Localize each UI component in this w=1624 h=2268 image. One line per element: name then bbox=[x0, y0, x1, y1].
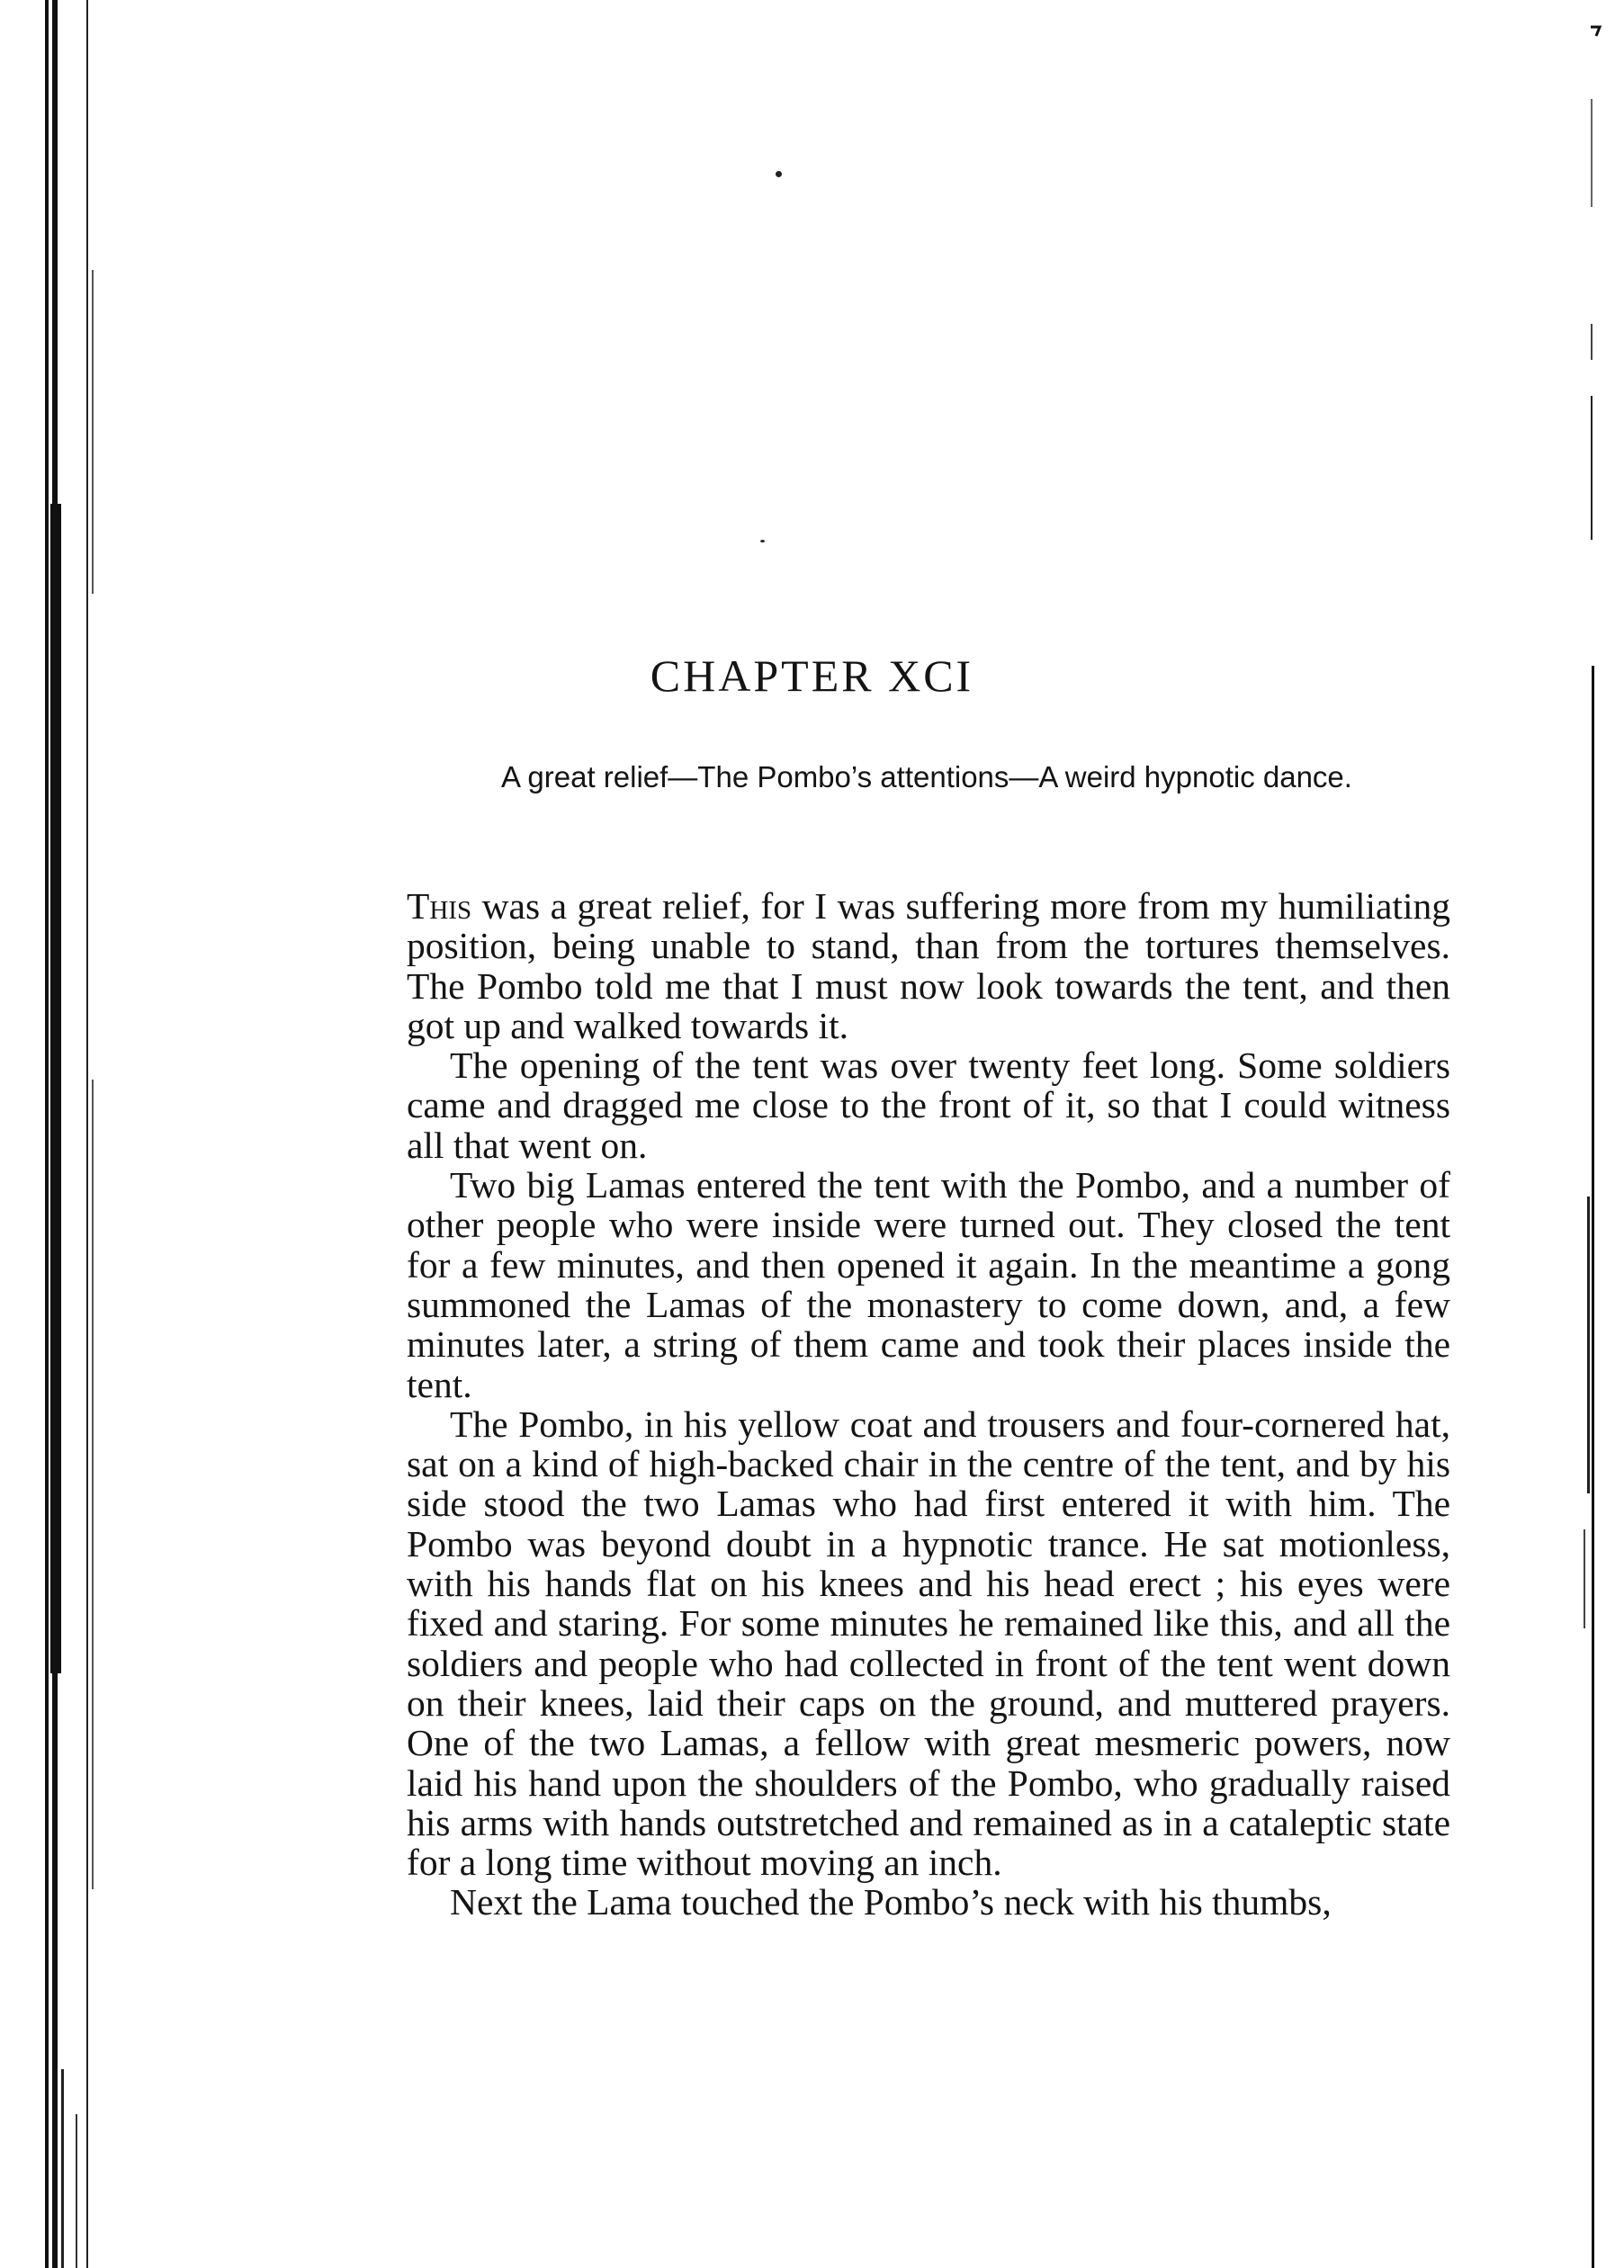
paragraph-text: was a great relief, for I was suffering more from my humiliating position, being unable to stand, than from the tortures themselves. The Pombo told me that I must now look towards the tent, and then got up and walked towards it. bbox=[407, 885, 1450, 1046]
chapter-title: CHAPTER XCI bbox=[650, 650, 974, 701]
chapter-body bbox=[407, 886, 1450, 1923]
scan-gutter-right bbox=[1584, 0, 1624, 2268]
chapter-synopsis: A great relief—The Pombo’s attentions—A weird hypnotic dance. bbox=[501, 760, 1352, 793]
paragraph bbox=[407, 1882, 1450, 1922]
paragraph bbox=[407, 1165, 1450, 1404]
paragraph bbox=[407, 1045, 1450, 1165]
paragraph-text: The Pombo, in his yellow coat and trousers and four-cornered hat, sat on a kind of high-backed chair in the centre of the tent, and by his side stood the two Lamas who had first entered it with him. The Pombo was beyond doubt in a hypnotic trance. He sat motionless, with his hands flat on his knees and his head erect ; his eyes were fixed and staring. For some minutes he remained like this, and all the soldiers and people who had collected in front of the tent went down on their knees, laid their caps on the ground, and muttered prayers. One of the two Lamas, a fellow with great mesmeric powers, now laid his hand upon the shoulders of the Pombo, who gradually raised his arms with hands outstretched and remained as in a cataleptic state for a long time without moving an inch. bbox=[407, 1403, 1450, 1884]
paragraph-text: Two big Lamas entered the tent with the Pombo, and a number of other people who were inside were turned out. They closed the tent for a few minutes, and then opened it again. In the meantime a gong summoned the Lamas of the monastery to come down, and, a few minutes later, a string of them came and took their places inside the tent. bbox=[407, 1164, 1450, 1405]
scan-speck bbox=[760, 540, 765, 542]
paragraph-text: The opening of the tent was over twenty feet long. Some soldiers came and dragged me close to the front of it, so that I could witness all that went on. bbox=[407, 1044, 1450, 1166]
paragraph bbox=[407, 886, 1450, 1045]
scan-speck bbox=[776, 171, 782, 177]
paragraph-lead-word: This bbox=[407, 885, 472, 927]
paragraph-text: Next the Lama touched the Pombo’s neck with his thumbs, bbox=[450, 1881, 1332, 1923]
paragraph bbox=[407, 1404, 1450, 1883]
scan-gutter-left bbox=[36, 0, 99, 2268]
